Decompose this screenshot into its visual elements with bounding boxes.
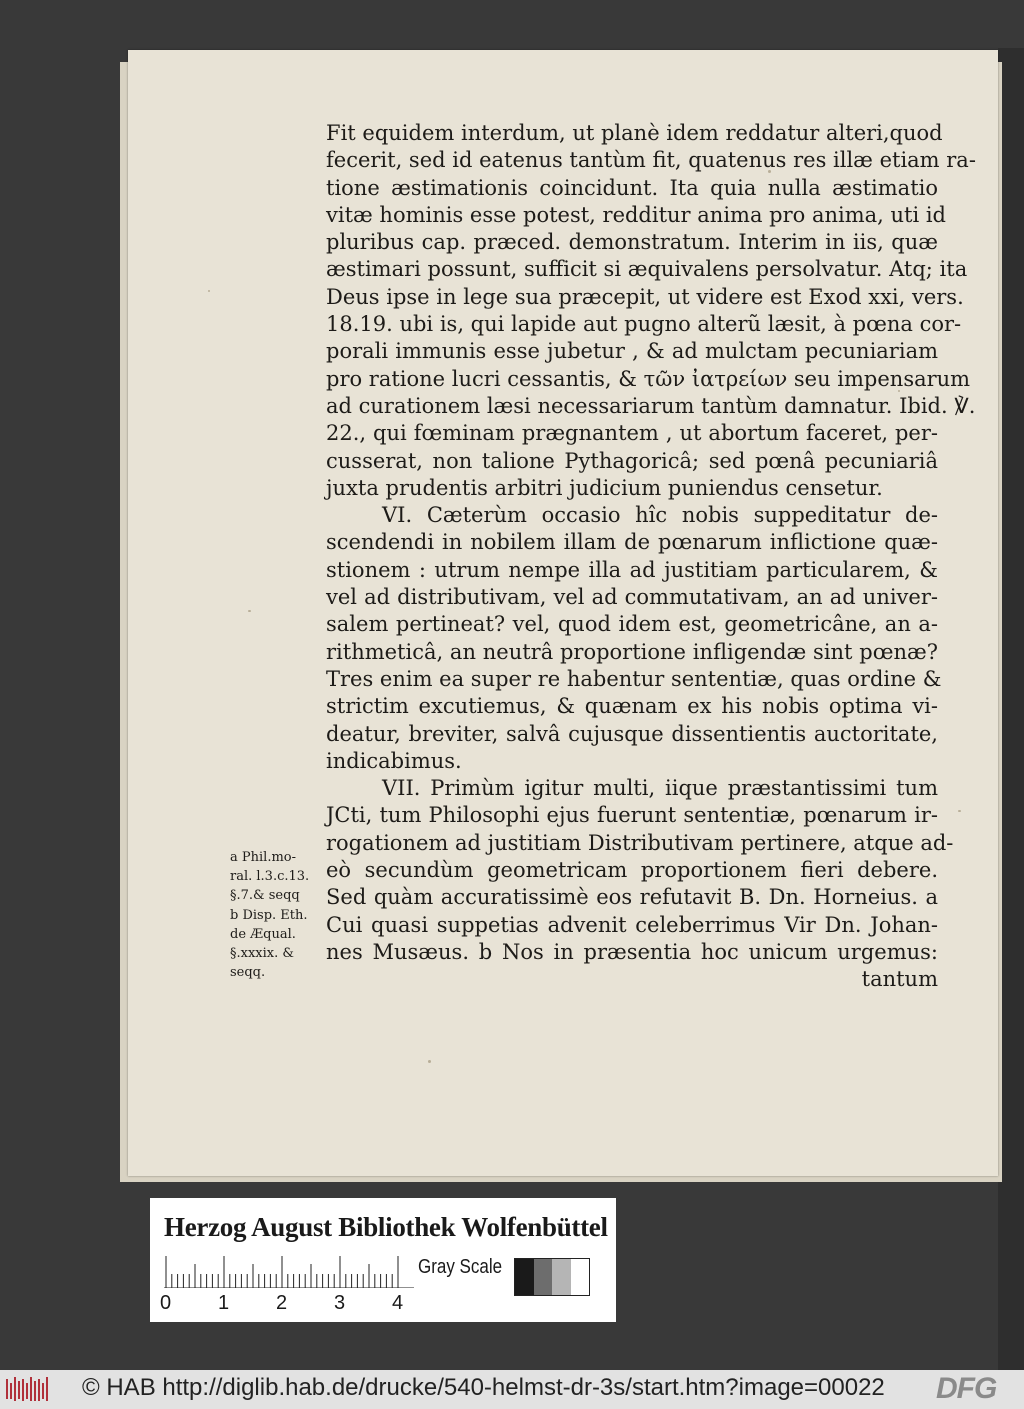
- text-line: tione æstimationis coincidunt. Ita quia nulla æstimatio: [326, 175, 938, 200]
- text-line: Fit equidem interdum, ut planè idem reddatur alteri,quod: [326, 121, 943, 145]
- dfg-logo: DFG: [936, 1372, 997, 1405]
- ruler-numbers: [160, 1292, 420, 1314]
- section-heading-line: VI. Cæterùm occasio hîc nobis suppeditatur de-: [382, 503, 938, 528]
- ruler-number: 2: [276, 1292, 288, 1314]
- ruler-ticks: [164, 1256, 414, 1288]
- page-body-text: [326, 120, 976, 994]
- text-line: rithmeticâ, an neutrâ proportione infligendæ sint pœnæ?: [326, 639, 938, 664]
- text-line: 22., qui fœminam prægnantem , ut abortum faceret, per-: [326, 421, 938, 446]
- ruler-number: 1: [218, 1292, 230, 1314]
- margin-note-line: de Æqual.: [230, 926, 296, 942]
- viewer-footer: [0, 1370, 1024, 1409]
- margin-note-line: ral. l.3.c.13.: [230, 869, 310, 885]
- gray-scale-swatches: [514, 1258, 590, 1296]
- margin-notes: [230, 848, 326, 982]
- text-line: cusserat, non talione Pythagoricâ; sed pœnâ pecuniariâ: [326, 448, 938, 473]
- text-line: Sed quàm accuratissimè eos refutavit B. Dn. Horneius. a: [326, 885, 938, 910]
- text-line: rogationem ad justitiam Distributivam pertinere, atque ad-: [326, 830, 954, 855]
- text-line: nes Musæus. b Nos in præsentia hoc unicum urgemus:: [326, 939, 938, 964]
- source-credit-link[interactable]: © HAB http://diglib.hab.de/drucke/540-helmst-dr-3s/start.htm?image=00022: [82, 1374, 885, 1401]
- gray-swatch: [515, 1259, 534, 1295]
- gray-scale-label: Gray Scale: [418, 1256, 503, 1278]
- text-line: pluribus cap. præced. demonstratum. Interim in iis, quæ: [326, 230, 938, 255]
- text-line: strictim excutiemus, & quænam ex his nobis optima vi-: [326, 694, 938, 719]
- text-line: pro ratione lucri cessantis, & τῶν ἰατρείων seu impensarum: [326, 366, 971, 391]
- gray-swatch: [571, 1259, 590, 1295]
- text-line: 18.19. ubi is, qui lapide aut pugno alterũ læsit, à pœna cor-: [326, 312, 962, 337]
- text-line: fecerit, sed id eatenus tantùm fit, quatenus res illæ etiam ra-: [326, 148, 976, 173]
- library-name: Herzog August Bibliothek Wolfenbüttel: [164, 1212, 608, 1242]
- text-line: stionem : utrum nempe illa ad justitiam particularem, &: [326, 557, 938, 582]
- gray-swatch: [552, 1259, 571, 1295]
- section-heading-line: VII. Primùm igitur multi, iique præstantissimi tum: [382, 776, 938, 801]
- margin-note-line: b Disp. Eth.: [230, 907, 308, 923]
- text-line: æstimari possunt, sufficit si æquivalens persolvatur. Atq; ita: [326, 257, 968, 282]
- library-color-label: [150, 1198, 616, 1322]
- text-line: scendendi in nobilem illam de pœnarum inflictione quæ-: [326, 530, 938, 555]
- gray-swatch: [534, 1259, 553, 1295]
- margin-note-line: seqq.: [230, 965, 266, 981]
- ruler-number: 0: [160, 1292, 172, 1314]
- text-line: deatur, breviter, salvâ cujusque dissentientis auctoritate,: [326, 721, 938, 746]
- text-line: Tres enim ea super re habentur sententiæ, quas ordine &: [326, 666, 942, 691]
- margin-note-line: §.7.& seqq: [230, 888, 300, 904]
- ruler-number: 3: [334, 1292, 346, 1314]
- text-line: eò secundùm geometricam proportionem fieri debere.: [326, 858, 938, 883]
- text-line: indicabimus.: [326, 748, 462, 773]
- text-line: salem pertineat? vel, quod idem est, geometricâne, an a-: [326, 612, 938, 637]
- text-line: porali immunis esse jubetur , & ad mulctam pecuniariam: [326, 339, 938, 364]
- margin-note-line: §.xxxix. &: [230, 946, 294, 962]
- text-line: JCti, tum Philosophi ejus fuerunt sententiæ, pœnarum ir-: [326, 803, 938, 828]
- catchword: tantum: [861, 967, 938, 992]
- margin-note-line: a Phil.mo-: [230, 850, 296, 865]
- ruler-number: 4: [392, 1292, 404, 1314]
- text-line: vitæ hominis esse potest, redditur anima pro anima, uti id: [326, 202, 947, 227]
- text-line: Cui quasi suppetias advenit celeberrimus Vir Dn. Johan-: [326, 912, 938, 937]
- text-line: juxta prudentis arbitri judicium puniendus censetur.: [326, 475, 883, 500]
- text-line: ad curationem læsi necessariarum tantùm damnatur. Ibid. ℣.: [326, 393, 976, 418]
- text-line: vel ad distributivam, vel ad commutativam, an ad univer-: [326, 585, 938, 610]
- barcode-icon: [6, 1377, 48, 1401]
- text-line: Deus ipse in lege sua præcepit, ut videre est Exod xxi, vers.: [326, 284, 964, 309]
- ruler-scale: [164, 1256, 414, 1288]
